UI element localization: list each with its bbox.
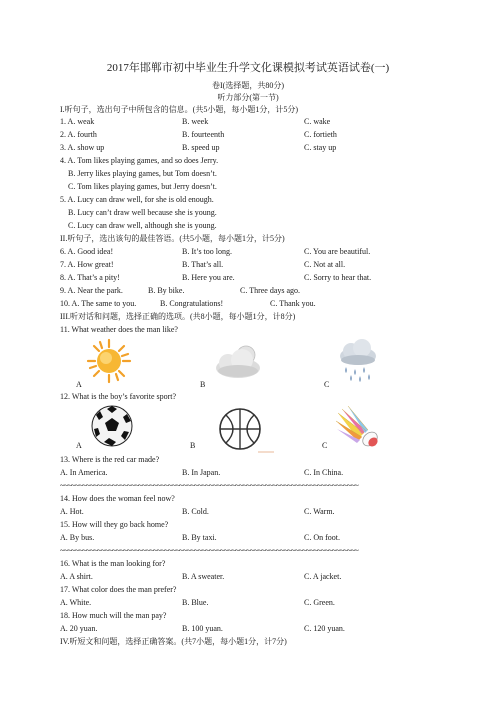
q5-option-b: B. Lucy can’t draw well because she is young. [68, 208, 217, 217]
q13-option-c: C. In China. [304, 468, 344, 477]
q8-option-b: B. Here you are. [182, 273, 235, 282]
q12-question: 12. What is the boy’s favorite sport? [60, 392, 177, 401]
q11-label-b: B [200, 380, 206, 389]
q3-option-c: C. stay up [304, 143, 337, 152]
q2-option-b: B. fourteenth [182, 130, 225, 139]
q7-option-a: 7. A. How great! [60, 260, 114, 269]
q16-question: 16. What is the man looking for? [60, 559, 166, 568]
q17-option-b: B. Blue. [182, 598, 209, 607]
part3-heading: III.听对话和问题，选择正确的选项。(共8小题，每小题1分，计8分) [60, 312, 296, 321]
q11-label-c: C [324, 380, 330, 389]
q16-option-a: A. A shirt. [60, 572, 93, 581]
q8-option-a: 8. A. That’s a pity! [60, 273, 120, 282]
q7-option-b: B. That’s all. [182, 260, 224, 269]
paper-info: 卷I(选择题，共80分) [212, 81, 284, 90]
q3-option-b: B. speed up [182, 143, 220, 152]
q12-label-a: A [76, 441, 82, 450]
q4-option-a: 4. A. Tom likes playing games, and so does Jerry. [60, 156, 219, 165]
q2-option-c: C. fortieth [304, 130, 337, 139]
q17-option-c: C. Green. [304, 598, 335, 607]
q18-option-b: B. 100 yuan. [182, 624, 223, 633]
q18-option-a: A. 20 yuan. [60, 624, 98, 633]
q12-label-b: B [190, 441, 196, 450]
part4-heading: IV.听短文和问题，选择正确答案。(共7小题，每小题1分，计7分) [60, 637, 287, 646]
page-title: 2017年邯郸市初中毕业生升学文化课模拟考试英语试卷(一) [106, 62, 390, 74]
q17-option-a: A. White. [60, 598, 92, 607]
q2-option-a: 2. A. fourth [60, 130, 97, 139]
q1-option-c: C. wake [304, 117, 331, 126]
soccer-ball-picture [90, 404, 134, 448]
q9-option-a: 9. A. Near the park. [60, 286, 123, 295]
q17-question: 17. What color does the man prefer? [60, 585, 177, 594]
q5-option-c: C. Lucy can draw well, although she is young. [68, 221, 217, 230]
q14-option-c: C. Warm. [304, 507, 335, 516]
shuttlecock-picture [334, 403, 384, 453]
q1-option-a: 1. A. weak [60, 117, 95, 126]
q6-option-b: B. It’s too long. [182, 247, 233, 256]
q16-option-c: C. A jacket. [304, 572, 342, 581]
q16-option-b: B. A sweater. [182, 572, 225, 581]
q8-option-c: C. Sorry to hear that. [304, 273, 372, 282]
q12-label-c: C [322, 441, 328, 450]
part1-heading: I.听句子，选出句子中所包含的信息。(共5小题，每小题1分，计5分) [60, 105, 298, 114]
ball-shadow-line [258, 450, 274, 454]
q9-option-b: B. By bike. [148, 286, 185, 295]
q9-option-c: C. Three days ago. [240, 286, 301, 295]
q13-question: 13. Where is the red car made? [60, 455, 160, 464]
q1-option-b: B. week [182, 117, 209, 126]
q10-option-a: 10. A. The same to you. [60, 299, 137, 308]
listening-section-title: 听力部分(第一节) [217, 93, 279, 102]
rain-cloud-picture [336, 338, 380, 384]
separator-line: ~~~~~~~~~~~~~~~~~~~~~~~~~~~~~~~~~~~~~~~~~~~~~~~~~~~~~~~~~~~~~~~~~~~~~~~~~~~~~~~~ [60, 481, 359, 490]
q11-label-a: A [76, 380, 82, 389]
q10-option-c: C. Thank you. [270, 299, 316, 308]
q14-option-b: B. Cold. [182, 507, 209, 516]
q13-option-b: B. In Japan. [182, 468, 221, 477]
separator-line-2: ~~~~~~~~~~~~~~~~~~~~~~~~~~~~~~~~~~~~~~~~~~~~~~~~~~~~~~~~~~~~~~~~~~~~~~~~~~~~~~~~ [60, 546, 359, 555]
q5-option-a: 5. A. Lucy can draw well, for she is old enough. [60, 195, 214, 204]
sun-picture [86, 338, 132, 384]
q15-question: 15. How will they go back home? [60, 520, 169, 529]
q15-option-a: A. By bus. [60, 533, 95, 542]
q11-question: 11. What weather does the man like? [60, 325, 178, 334]
q15-option-c: C. On foot. [304, 533, 340, 542]
q6-option-c: C. You are beautiful. [304, 247, 371, 256]
part2-heading: II.听句子，选出该句的最佳答语。(共5小题，每小题1分，计5分) [60, 234, 285, 243]
q14-option-a: A. Hot. [60, 507, 84, 516]
q6-option-a: 6. A. Good idea! [60, 247, 114, 256]
q4-option-b: B. Jerry likes playing games, but Tom doesn’t. [68, 169, 217, 178]
q7-option-c: C. Not at all. [304, 260, 346, 269]
basketball-picture [218, 407, 262, 451]
q4-option-c: C. Tom likes playing games, but Jerry doesn’t. [68, 182, 217, 191]
q15-option-b: B. By taxi. [182, 533, 217, 542]
q13-option-a: A. In America. [60, 468, 108, 477]
q18-option-c: C. 120 yuan. [304, 624, 345, 633]
q18-question: 18. How much will the man pay? [60, 611, 167, 620]
q14-question: 14. How does the woman feel now? [60, 494, 175, 503]
cloudy-sun-picture [210, 341, 266, 381]
q10-option-b: B. Congratulations! [160, 299, 224, 308]
q3-option-a: 3. A. show up [60, 143, 105, 152]
